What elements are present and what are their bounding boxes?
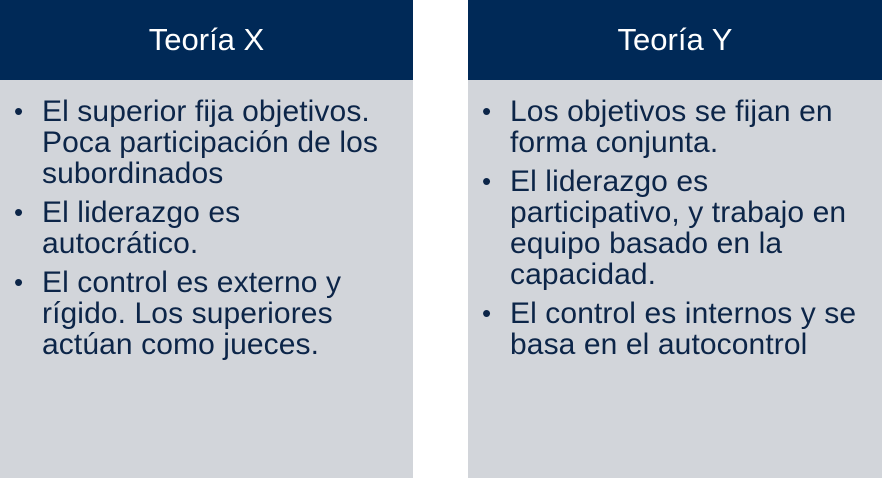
theory-y-list: [482, 96, 862, 360]
bullet-icon: •: [482, 96, 492, 126]
theory-x-item-text: El control es externo y rígido. Los superiores actúan como jueces.: [42, 266, 342, 361]
theory-y-item: [482, 298, 862, 360]
bullet-icon: •: [14, 96, 24, 126]
theory-x-item-text: El liderazgo es autocrático.: [42, 196, 241, 260]
theory-y-item-text: El control es internos y se basa en el autocontrol: [510, 297, 857, 361]
theory-y-item: [482, 166, 862, 290]
bullet-icon: •: [14, 267, 24, 297]
bullet-icon: •: [482, 298, 492, 328]
theory-y-title: Teoría Y: [468, 0, 882, 80]
theory-x-item-text: El superior fija objetivos. Poca participación de los subordinados: [42, 95, 379, 190]
theory-x-list: [14, 96, 393, 360]
bullet-icon: •: [14, 197, 24, 227]
theory-x-item: [14, 197, 393, 259]
theory-x-panel: [0, 0, 413, 478]
theory-y-item: [482, 96, 862, 158]
theory-y-item-text: Los objetivos se fijan en forma conjunta.: [510, 95, 833, 159]
theory-x-item: [14, 96, 393, 189]
theory-x-item: [14, 267, 393, 360]
theory-y-item-text: El liderazgo es participativo, y trabajo en equipo basado en la capacidad.: [510, 165, 847, 291]
theory-x-body: [0, 80, 413, 360]
theory-y-panel: [468, 0, 882, 478]
theory-x-title: Teoría X: [0, 0, 413, 80]
bullet-icon: •: [482, 166, 492, 196]
theory-y-body: [468, 80, 882, 360]
